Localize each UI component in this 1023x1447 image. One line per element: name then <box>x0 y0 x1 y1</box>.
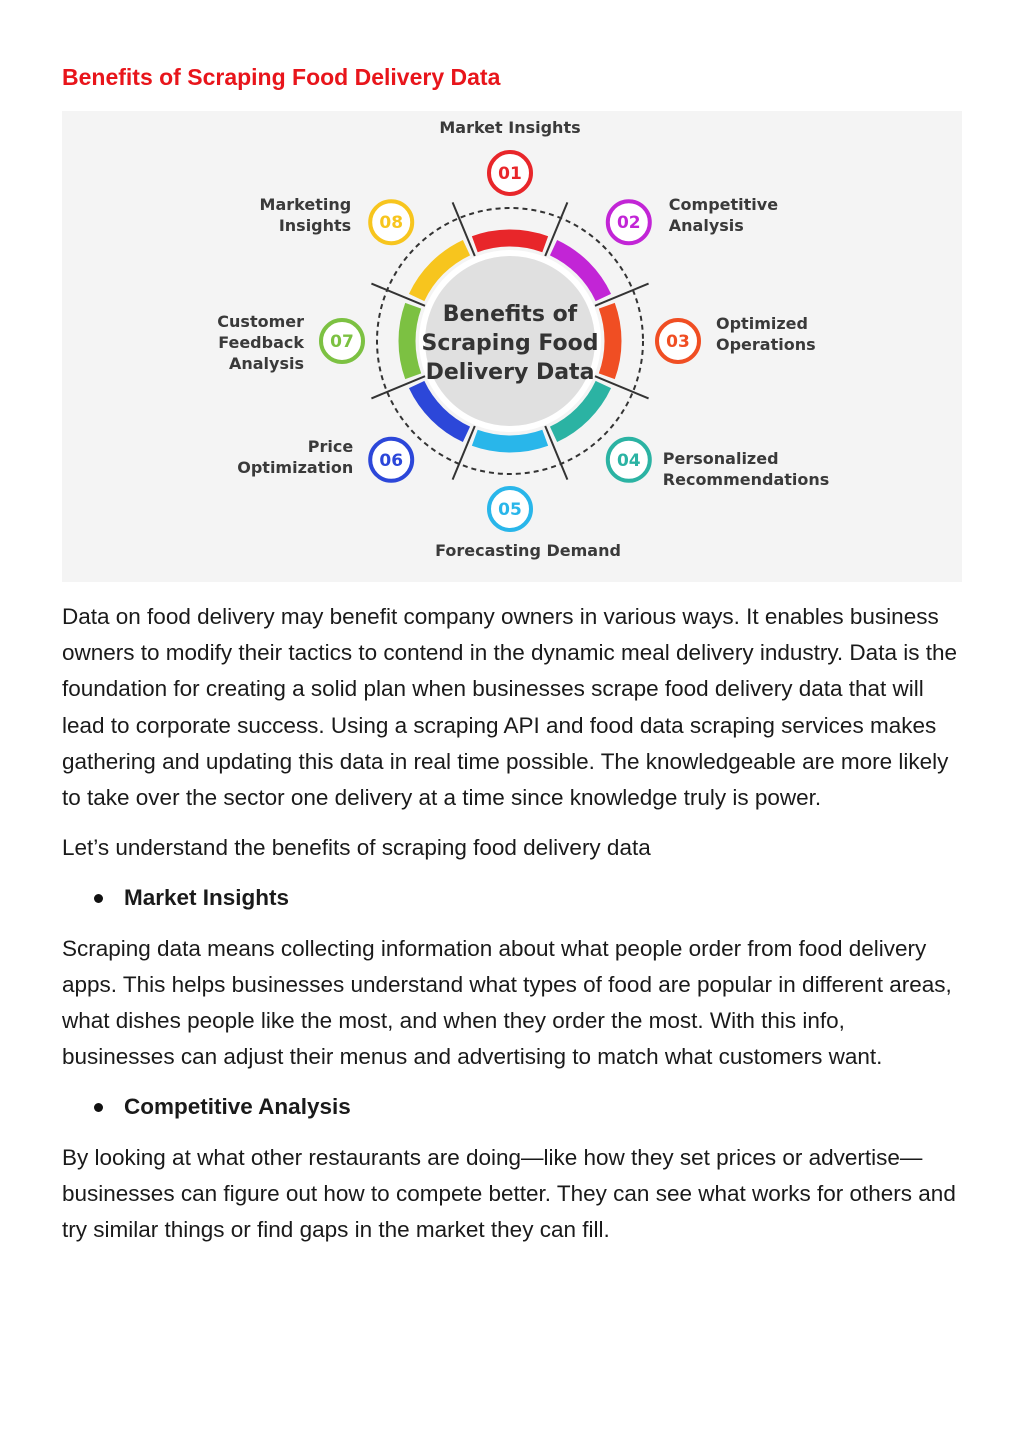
benefit-label: Operations <box>716 335 816 354</box>
benefit-label: Price <box>307 436 354 456</box>
benefit-label: Analysis <box>668 216 744 236</box>
badge-number: 08 <box>379 213 404 234</box>
page-heading: Benefits of Scraping Food Delivery Data <box>62 64 501 90</box>
ring-segment <box>475 238 545 244</box>
badge-number: 03 <box>666 332 690 352</box>
benefits-infographic <box>62 111 962 582</box>
benefit-label: Forecasting Demand <box>435 541 621 560</box>
infographic-svg <box>62 111 962 582</box>
benefit-label: Optimized <box>716 314 808 333</box>
market-insights-paragraph: Scraping data means collecting information about what people order from food delivery apps. This helps businesses understand what types of food are popular in different areas, what dishes people like the most, and when they order the most. With this info, businesses can adjust their menus and advertising to match what customers want. <box>62 935 952 1070</box>
badge-number: 07 <box>330 332 354 352</box>
benefit-label: Marketing <box>259 195 352 215</box>
center-title-line: Benefits of <box>442 302 578 327</box>
badge-number: 02 <box>616 213 641 234</box>
competitive-analysis-paragraph: By looking at what other restaurants are doing—like how they set prices or advertise—businesses can figure out how to compete better. They can see what works for others and try similar things or find gaps in the market they can fill. <box>62 1144 956 1243</box>
benefit-label: Analysis <box>228 354 304 373</box>
center-title-line: Delivery Data <box>425 360 595 385</box>
bullet-heading: Market Insights <box>124 885 290 911</box>
benefit-label: Customer <box>217 312 304 331</box>
benefit-label: Market Insights <box>439 118 581 137</box>
bullet-icon <box>94 894 103 903</box>
badge-number: 05 <box>498 500 522 520</box>
benefit-label: Optimization <box>237 457 354 477</box>
article-body <box>62 599 962 1262</box>
lead-in-text: Let’s understand the benefits of scraping food delivery data <box>62 835 651 861</box>
center-title-line: Scraping Food <box>421 331 599 356</box>
benefit-label: Feedback <box>218 333 304 352</box>
badge-number: 01 <box>498 164 522 184</box>
bullet-heading: Competitive Analysis <box>124 1094 351 1120</box>
badge-number: 06 <box>379 450 404 471</box>
benefit-label: Personalized <box>662 448 779 468</box>
bullet-item <box>62 1089 962 1125</box>
badge-number: 04 <box>616 450 641 471</box>
ring-segment <box>475 438 545 444</box>
intro-paragraph: Data on food delivery may benefit company owners in various ways. It enables business owners to modify their tactics to contend in the dynamic meal delivery industry. Data is the foundation for creating a solid plan when businesses scrape food delivery data that will lead to corporate success. Using a scraping API and food data scraping services makes gathering and updating this data in real time possible. The knowledgeable are more likely to take over the sector one delivery at a time since knowledge truly is power. <box>62 604 957 811</box>
ring-segment <box>607 306 613 376</box>
benefit-label: Insights <box>278 216 352 236</box>
ring-segment <box>407 306 413 376</box>
benefit-label: Recommendations <box>662 469 830 489</box>
benefit-label: Competitive <box>668 195 779 215</box>
bullet-icon <box>94 1103 103 1112</box>
bullet-item <box>62 880 962 916</box>
